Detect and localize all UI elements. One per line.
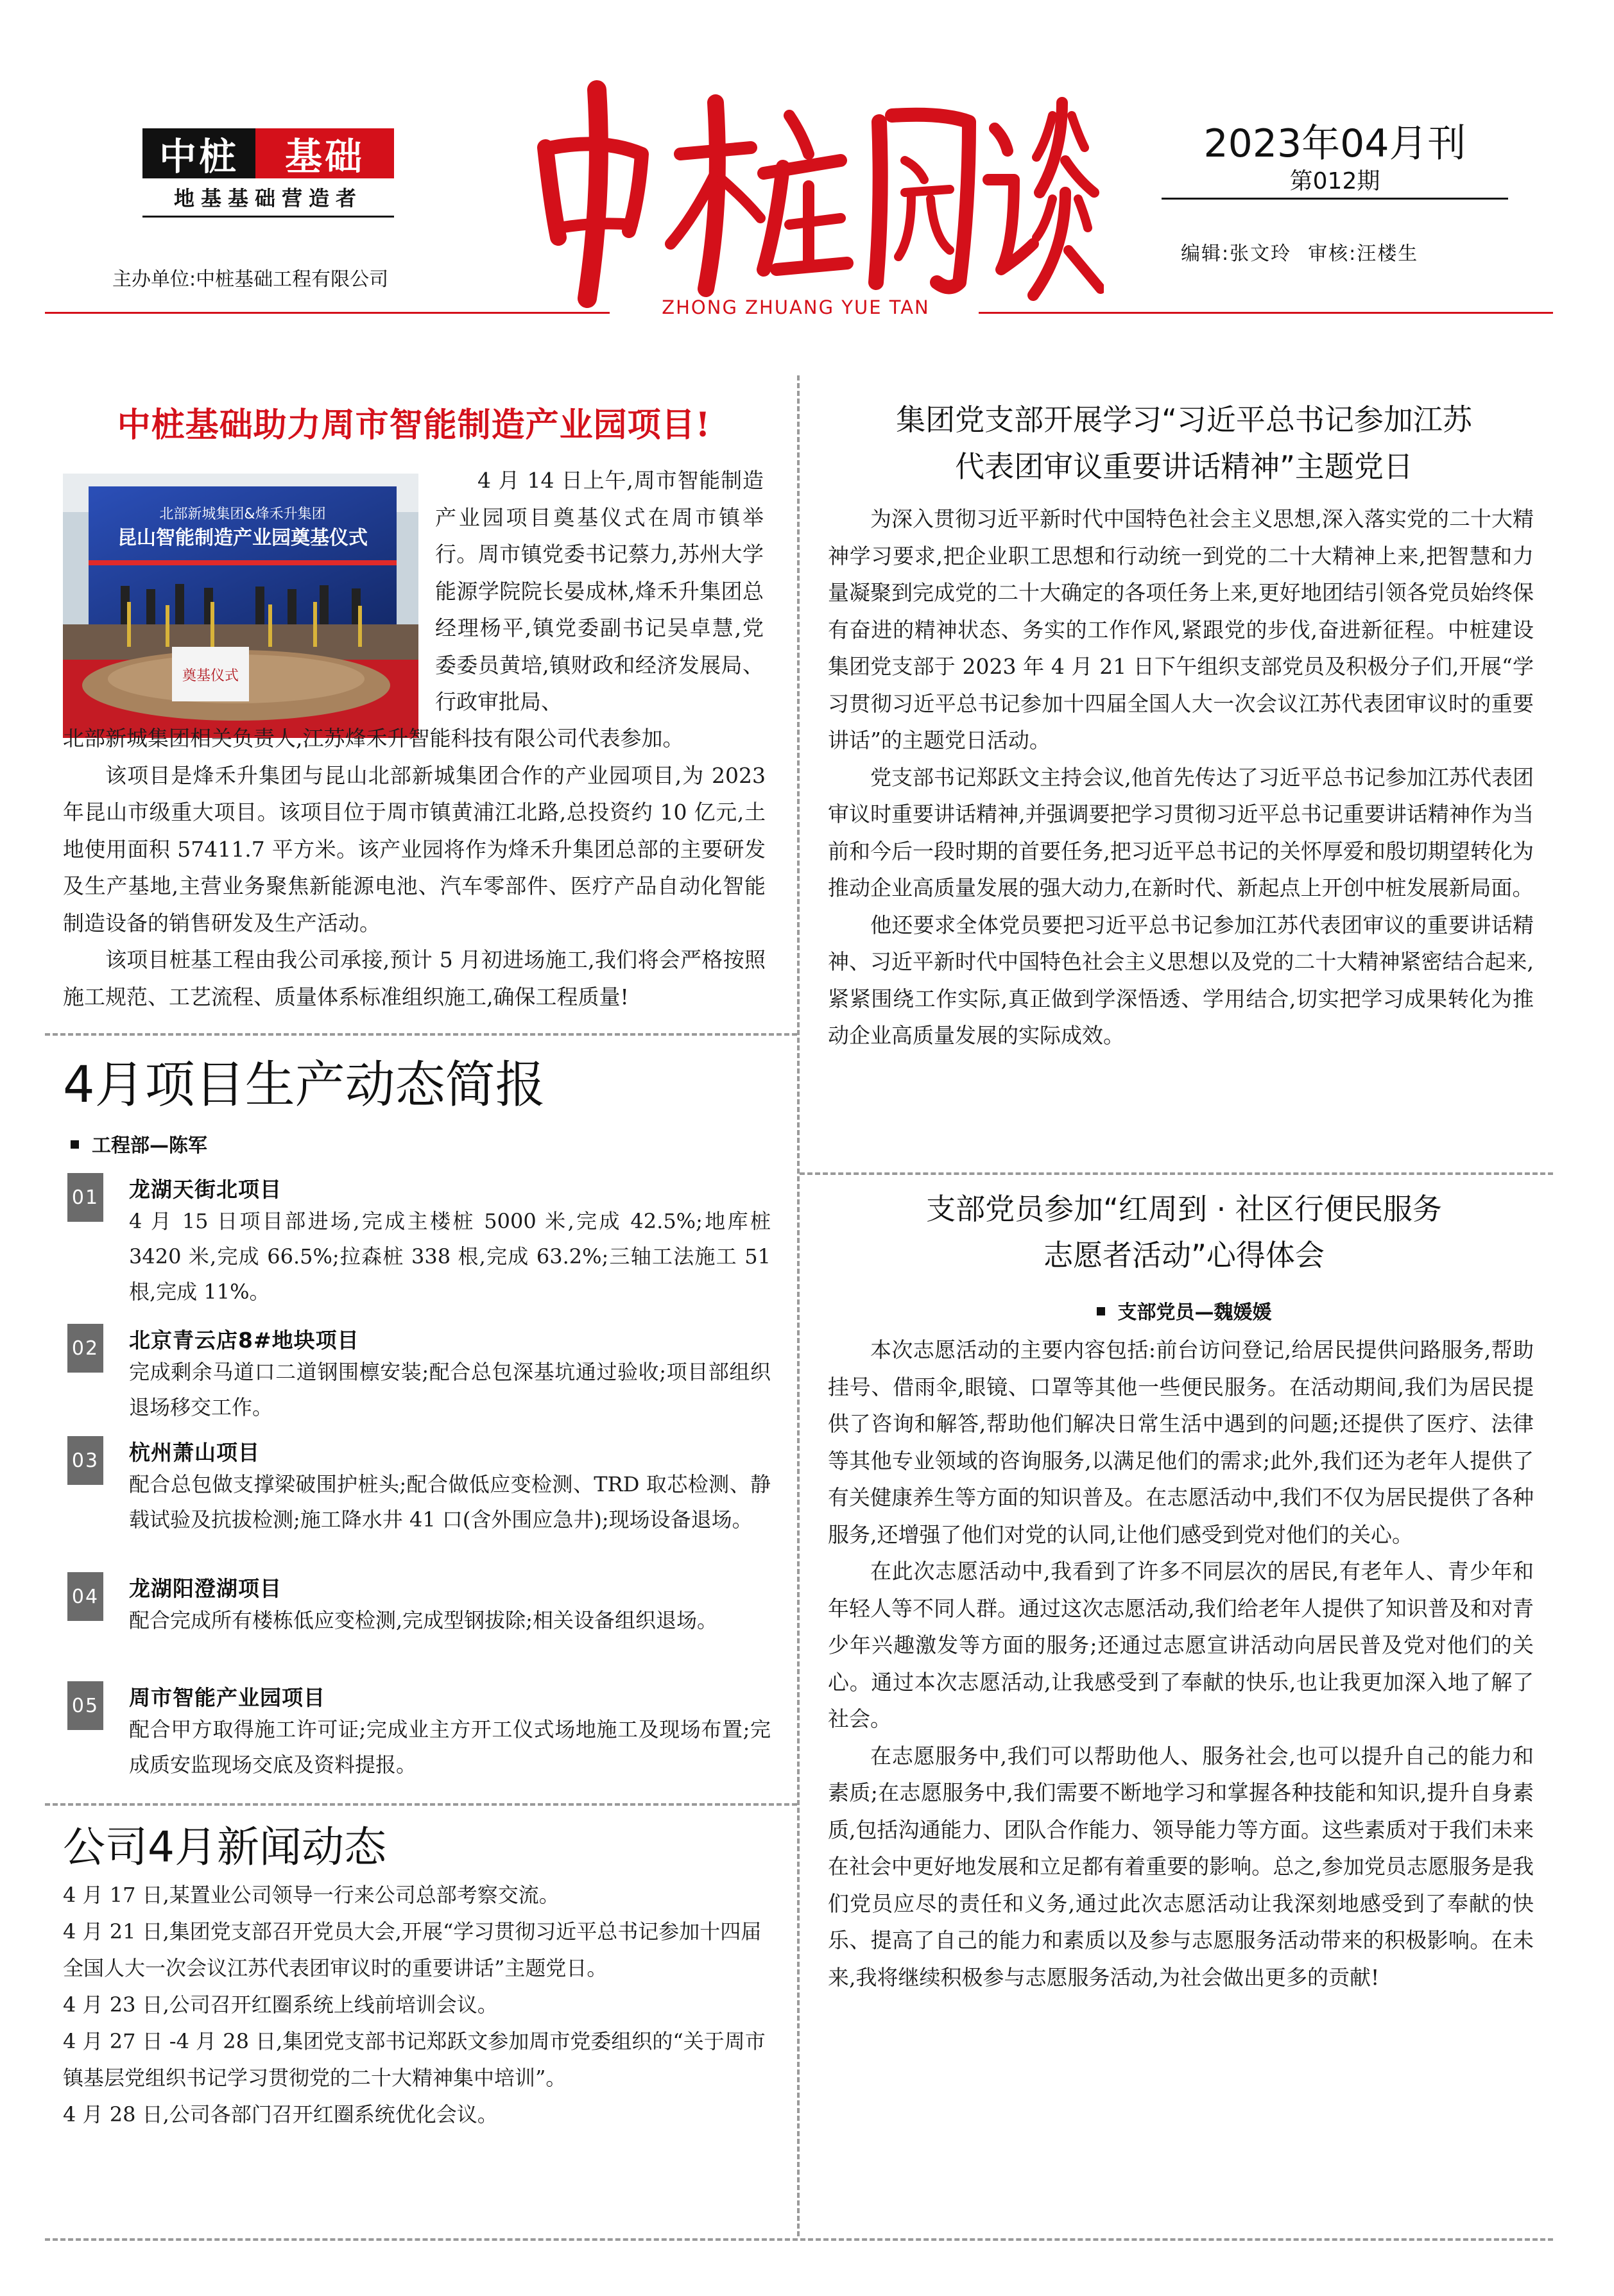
groundbreaking-photo bbox=[63, 474, 418, 738]
square-bullet-icon bbox=[1097, 1307, 1105, 1315]
logo-rule bbox=[142, 216, 394, 218]
title-line: 支部党员参加“红周到 · 社区行便民服务 bbox=[926, 1192, 1442, 1226]
item-desc: 配合总包做支撑梁破围护桩头;配合做低应变检测、TRD 取芯检测、静载试验及抗拔检测;施工降水井 41 口(含外围应急井);现场设备退场。 bbox=[129, 1472, 771, 1532]
article-paragraph: 该项目桩基工程由我公司承接,预计 5 月初进场施工,我们将会严格按照施工规范、工艺流程、质量体系标准组织施工,确保工程质量! bbox=[63, 947, 766, 1009]
logo-slogan: 地基基础营造者 bbox=[173, 186, 363, 210]
photo-banner-line1: 北部新城集团&烽禾升集团 bbox=[159, 506, 326, 522]
item-name: 杭州萧山项目 bbox=[129, 1440, 260, 1465]
article-paragraph: 他还要求全体党员要把习近平总书记参加江苏代表团审议的重要讲话精神、习近平新时代中国特色社会主义思想以及党的二十大精神紧密结合起来,紧紧围绕工作实际,真正做到学深悟透、学用结合,切实把学习成果转化为推动企业高质量发展的实际成效。 bbox=[828, 912, 1534, 1048]
masthead-rule-left bbox=[45, 312, 610, 314]
item-desc: 配合甲方取得施工许可证;完成业主方开工仪式场地施工及现场布置;完成质安监现场交底及资料提报。 bbox=[129, 1717, 771, 1777]
news-item: 4 月 27 日 -4 月 28 日,集团党支部书记郑跃文参加周市党委组织的“关于周市镇基层党组织书记学习贯彻党的二十大精神集中培训”。 bbox=[63, 2029, 766, 2090]
article-title: 中桩基础助力周市智能制造产业园项目! bbox=[117, 406, 711, 445]
brand-english: ZHONG ZHUANG YUE TAN bbox=[662, 296, 930, 318]
logo-black-part: 中桩 bbox=[142, 128, 255, 178]
item-number: 05 bbox=[67, 1681, 103, 1730]
item-desc: 4 月 15 日项目部进场,完成主楼桩 5000 米,完成 42.5%;地库桩 3420 米,完成 66.5%;拉森桩 338 根,完成 63.2%;三轴工法施工 51 根,完成 11%。 bbox=[129, 1209, 771, 1304]
item-number: 04 bbox=[67, 1572, 103, 1621]
issue-rule bbox=[1162, 198, 1508, 200]
section-divider bbox=[800, 1172, 1553, 1175]
byline-text: 支部党员—魏媛媛 bbox=[1117, 1301, 1272, 1324]
article-paragraph: 北部新城集团相关负责人,江苏烽禾升智能科技有限公司代表参加。 bbox=[63, 726, 684, 751]
byline-text: 工程部—陈军 bbox=[92, 1135, 207, 1157]
article-paragraph: 在此次志愿活动中,我看到了许多不同层次的居民,有老年人、青少年和年轻人等不同人群。通过这次志愿活动,我们给老年人提供了知识普及和对青少年兴趣激发等方面的服务;还通过志愿宣讲活动向居民普及党对他们的关心。通过本次志愿活动,让我感受到了奉献的快乐,也让我更加深入地了解了社会。 bbox=[828, 1559, 1534, 1731]
reviewer: 审核:汪楼生 bbox=[1308, 243, 1419, 265]
item-name: 龙湖天街北项目 bbox=[129, 1177, 282, 1202]
article-title bbox=[815, 397, 1553, 490]
section-divider bbox=[45, 1803, 797, 1806]
article-paragraph: 4 月 14 日上午,周市智能制造产业园项目奠基仪式在周市镇举行。周市镇党委书记蔡力,苏州大学能源学院院长晏成林,烽禾升集团总经理杨平,镇党委副书记吴卓慧,党委委员黄培,镇财政和经济发展局、行政审批局、 bbox=[435, 468, 764, 714]
title-line: 集团党支部开展学习“习近平总书记参加江苏 bbox=[896, 402, 1472, 437]
article-paragraph: 党支部书记郑跃文主持会议,他首先传达了习近平总书记参加江苏代表团审议时重要讲话精神,并强调要把学习贯彻习近平总书记重要讲话精神作为当前和今后一段时期的首要任务,把习近平总书记的关怀厚爱和殷切期望转化为推动企业高质量发展的强大动力,在新时代、新起点上开创中桩发展新局面。 bbox=[828, 764, 1534, 900]
news-item: 4 月 21 日,集团党支部召开党员大会,开展“学习贯彻习近平总书记参加十四届全国人大一次会议江苏代表团审议时的重要讲话”主题党日。 bbox=[63, 1919, 762, 1980]
photo-plaque: 奠基仪式 bbox=[182, 668, 239, 684]
photo-banner-line2: 昆山智能制造产业园奠基仪式 bbox=[117, 527, 368, 549]
brand-calligraphy-logo bbox=[507, 77, 1104, 308]
item-name: 北京青云店8#地块项目 bbox=[129, 1328, 359, 1353]
news-item: 4 月 17 日,某置业公司领导一行来公司总部考察交流。 bbox=[63, 1883, 560, 1907]
item-number: 02 bbox=[67, 1324, 103, 1373]
section-byline bbox=[71, 1129, 207, 1158]
news-list bbox=[63, 1877, 766, 2133]
news-item: 4 月 23 日,公司召开红圈系统上线前培训会议。 bbox=[63, 1992, 498, 2017]
section-title: 4月项目生产动态简报 bbox=[63, 1056, 545, 1114]
article-body bbox=[828, 1332, 1534, 1996]
editors-line bbox=[1181, 237, 1435, 266]
page-bottom-divider bbox=[45, 2238, 1553, 2241]
issue-date: 2023年04月刊 bbox=[1203, 121, 1466, 166]
title-line: 代表团审议重要讲话精神”主题党日 bbox=[955, 449, 1413, 484]
host-organization: 主办单位:中桩基础工程有限公司 bbox=[112, 268, 389, 291]
article-paragraph: 该项目是烽禾升集团与昆山北部新城集团合作的产业园项目,为 2023 年昆山市级重大项目。该项目位于周市镇黄浦江北路,总投资约 10 亿元,土地使用面积 57411.7 平方米。该产业园将作为烽禾升集团总部的主要研发及生产基地,主营业务聚焦新能源电池、汽车零部件、医疗产品自动化智能制造设备的销售研发及生产活动。 bbox=[63, 762, 766, 936]
logo-red-part: 基础 bbox=[255, 128, 394, 178]
article-body bbox=[63, 720, 766, 1015]
article-paragraph: 在志愿服务中,我们可以帮助他人、服务社会,也可以提升自己的能力和素质;在志愿服务中,我们需要不断地学习和掌握各种技能和知识,提升自身素质,包括沟通能力、团队合作能力、领导能力等方面。这些素质对于我们未来在社会中更好地发展和立足都有着重要的影响。总之,参加党员志愿服务是我们党员应尽的责任和义务,通过此次志愿活动让我深刻地感受到了奉献的快乐、提高了自己的能力和素质以及参与志愿服务活动带来的积极影响。在未来,我将继续积极参与志愿服务活动,为社会做出更多的贡献! bbox=[828, 1743, 1534, 1990]
news-item: 4 月 28 日,公司各部门召开红圈系统优化会议。 bbox=[63, 2102, 498, 2127]
article-title bbox=[815, 1186, 1553, 1278]
item-desc: 完成剩余马道口二道钢围檩安装;配合总包深基坑通过验收;项目部组织退场移交工作。 bbox=[129, 1360, 771, 1419]
column-divider bbox=[797, 375, 800, 2236]
article-byline bbox=[815, 1296, 1553, 1324]
editor: 编辑:张文玲 bbox=[1181, 243, 1292, 265]
item-name: 周市智能产业园项目 bbox=[129, 1685, 325, 1710]
masthead-rule-right bbox=[979, 312, 1553, 314]
article-paragraph: 本次志愿活动的主要内容包括:前台访问登记,给居民提供问路服务,帮助挂号、借雨伞,眼镜、口罩等其他一些便民服务。在活动期间,我们为居民提供了咨询和解答,帮助他们解决日常生活中遇到的问题;还提供了医疗、法律等其他专业领域的咨询服务,以满足他们的需求;此外,我们还为老年人提供了有关健康养生等方面的知识普及。在志愿活动中,我们不仅为居民提供了各种服务,还增强了他们对党的认同,让他们感受到党对他们的关心。 bbox=[828, 1337, 1534, 1547]
company-logo bbox=[142, 128, 394, 178]
section-divider bbox=[45, 1033, 797, 1036]
item-name: 龙湖阳澄湖项目 bbox=[129, 1576, 282, 1601]
issue-number: 第012期 bbox=[1289, 168, 1380, 194]
square-bullet-icon bbox=[71, 1140, 79, 1149]
article-body-wrap bbox=[435, 462, 764, 721]
article-paragraph: 为深入贯彻习近平新时代中国特色社会主义思想,深入落实党的二十大精神学习要求,把企业职工思想和行动统一到党的二十大精神上来,把智慧和力量凝聚到完成党的二十大确定的各项任务上来,更好地团结引领各党员始终保有奋进的精神状态、务实的工作作风,紧跟党的步伐,奋进新征程。中桩建设集团党支部于 2023 年 4 月 21 日下午组织支部党员及积极分子们,开展“学习贯彻习近平总书记参加十四届全国人大一次会议江苏代表团审议时的重要讲话”的主题党日活动。 bbox=[828, 506, 1534, 753]
item-number: 03 bbox=[67, 1436, 103, 1485]
section-title: 公司4月新闻动态 bbox=[63, 1822, 386, 1872]
article-body bbox=[828, 501, 1534, 1054]
item-number: 01 bbox=[67, 1173, 103, 1222]
title-line: 志愿者活动”心得体会 bbox=[1043, 1238, 1325, 1272]
item-desc: 配合完成所有楼栋低应变检测,完成型钢拔除;相关设备组织退场。 bbox=[129, 1608, 717, 1632]
